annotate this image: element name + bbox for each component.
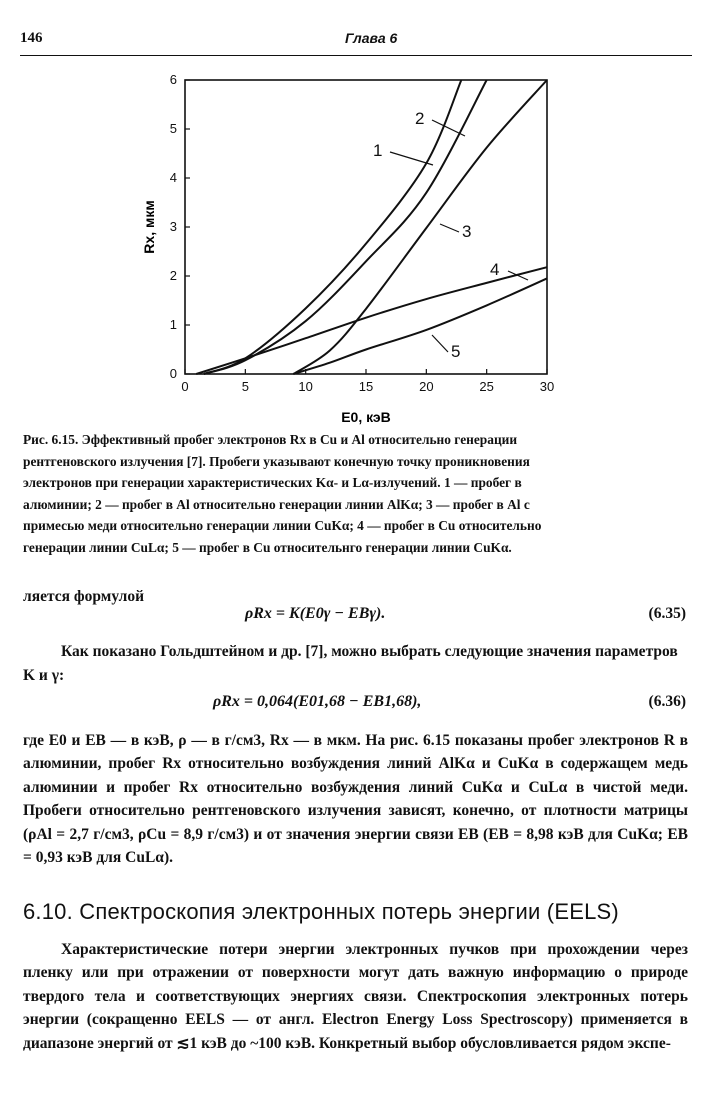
range-chart: [140, 66, 580, 426]
running-head: Глава 6: [345, 30, 398, 46]
y-tick-label: 5: [169, 121, 177, 136]
figure-caption: [23, 429, 688, 558]
y-tick-label: 1: [169, 317, 177, 332]
y-tick-label: 2: [169, 268, 177, 283]
caption-line: рентгеновского излучения [7]. Пробеги указывают конечную точку проникновения: [23, 453, 530, 469]
caption-line: алюминии; 2 — пробег в Al относительно генерации линии AlKα; 3 — пробег в Al с: [23, 496, 530, 512]
y-ticks: [170, 72, 190, 381]
x-tick-label: 20: [419, 379, 434, 394]
x-tick-label: 15: [358, 379, 374, 394]
chart-axes: [185, 80, 547, 374]
plot-frame: [185, 80, 547, 374]
page-number: 146: [20, 30, 43, 46]
caption-line: электронов при генерации характеристических Kα- и Lα-излучений. 1 — пробег в: [23, 475, 522, 490]
curve-label: 2: [415, 109, 425, 128]
y-tick-label: 3: [169, 219, 177, 234]
x-tick-label: 30: [539, 379, 555, 394]
lead-text: ляется формулой: [23, 588, 145, 605]
caption-line: генерации линии CuLα; 5 — пробег в Cu относительнго генерации линии CuKα.: [23, 539, 512, 555]
x-tick-label: 10: [298, 379, 313, 394]
x-axis-label: E0, кэВ: [341, 409, 391, 425]
equation-number-6-36: (6.36): [648, 693, 686, 710]
chart-curves: [196, 80, 547, 374]
header-rule: [20, 55, 692, 56]
paragraph-eels: Характеристические потери энергии электронных пучков при прохождении через пленку или при отражении от поверхности могут дать важную информацию о природе твердого тела и соответствующих энергиях связи. Спектроскопия электронных потерь энергии (сокращенно EELS — от англ. Electron Energy Loss Spectroscopy) применяется в диапазоне энергий от ≲1 кэВ до ~100 кэВ. Конкретный выбор обусловливается рядом экспе-: [23, 941, 688, 1052]
curve-4: [196, 267, 547, 374]
equation-6-35: ρRx = K(E0γ − EBγ).: [245, 605, 386, 622]
leader-line: [390, 152, 433, 165]
x-tick-label: 5: [241, 379, 249, 394]
y-axis-label: Rx, мкм: [141, 200, 157, 254]
curve-5: [293, 278, 547, 374]
x-tick-label: 0: [181, 379, 189, 394]
paragraph-units: где E0 и EB — в кэВ, ρ — в г/см3, Rx — в мкм. На рис. 6.15 показаны пробег электронов R в алюминии, пробег Rx относительно возбуждения линий AlKα и CuKα в содержащем медь алюминии и пробег Rx относительно возбуждения линий CuKα и CuLα в чистой меди. Пробеги относительно рентгеновского излучения зависят, конечно, от плотности матрицы (ρAl = 2,7 г/см3, ρCu = 8,9 г/см3) и от значения энергии связи EB (EB = 8,98 кэВ для CuKα; EB = 0,93 кэВ для CuLα).: [23, 732, 688, 867]
leader-line: [440, 224, 459, 232]
y-tick-label: 4: [169, 170, 177, 185]
curve-annotations: [373, 109, 528, 361]
paragraph-parameters: Как показано Гольдштейном и др. [7], можно выбрать следующие значения параметров K и γ:: [23, 643, 678, 684]
x-tick-label: 25: [479, 379, 494, 394]
leader-line: [432, 335, 448, 352]
y-tick-label: 0: [169, 366, 177, 381]
caption-line: примесью меди относительно генерации линии CuKα; 4 — пробег в Cu относительно: [23, 518, 542, 533]
curve-label: 1: [373, 141, 383, 160]
section-title: 6.10. Спектроскопия электронных потерь энергии (EELS): [23, 899, 619, 924]
curve-label: 5: [451, 342, 461, 361]
y-tick-label: 6: [169, 72, 177, 87]
x-ticks: [181, 369, 554, 394]
leader-line: [432, 120, 465, 136]
equation-number-6-35: (6.35): [648, 605, 686, 622]
equation-6-36: ρRx = 0,064(E01,68 − EB1,68),: [213, 693, 422, 710]
caption-line: Рис. 6.15. Эффективный пробег электронов Rx в Cu и Al относительно генерации: [23, 432, 518, 447]
curve-label: 3: [462, 222, 472, 241]
curve-label: 4: [490, 260, 500, 279]
